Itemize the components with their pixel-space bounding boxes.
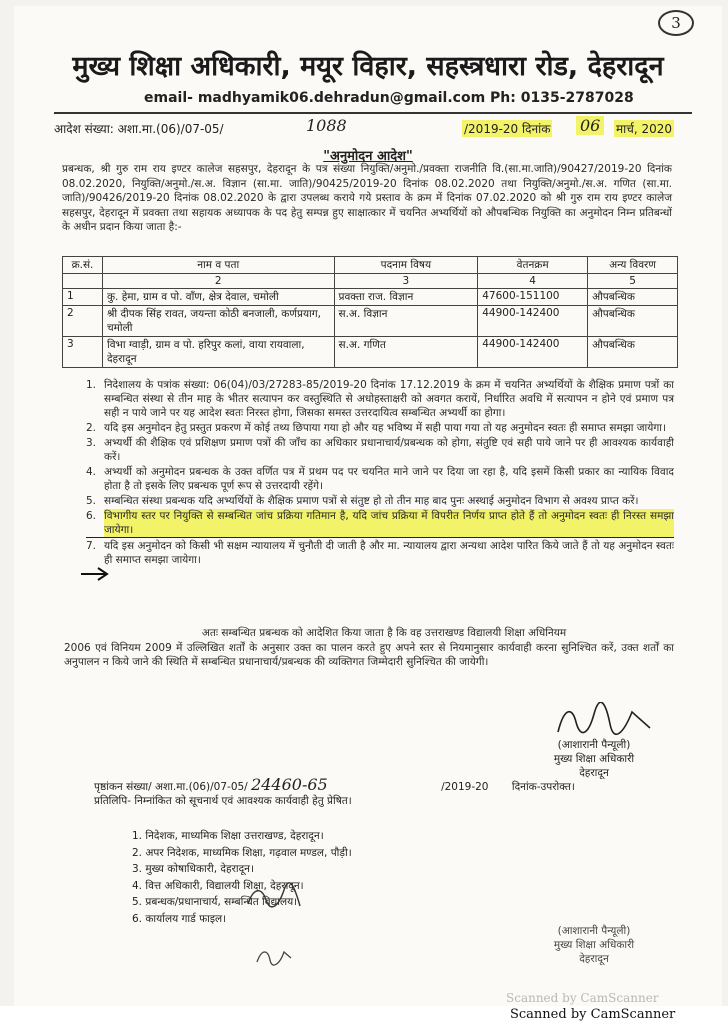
table-row — [63, 337, 678, 368]
document-page — [14, 6, 722, 1012]
appointments-table — [62, 256, 678, 368]
table-header-row — [63, 257, 678, 274]
col-number: 5 — [588, 274, 678, 289]
condition-item — [86, 378, 674, 420]
condition-number: 4. — [86, 466, 97, 478]
copies-list — [132, 828, 352, 927]
table-row — [63, 289, 678, 306]
col-number: 3 — [334, 274, 478, 289]
condition-item — [86, 494, 674, 508]
endorsement-date: दिनांक-उपरोक्त। — [511, 781, 575, 793]
signatory-name: (आशारानी पैन्यूली) — [557, 925, 631, 937]
conditions-list — [86, 378, 674, 568]
row-name: विभा ग्वाड़ी, ग्राम व पो. हरिपुर कलां, वाया रायवाला, देहरादून — [102, 337, 334, 368]
col-header-post: पदनाम विषय — [334, 257, 478, 274]
condition-text: अभ्यर्थी की शैक्षिक एवं प्रशिक्षण प्रमाण पत्रों की जाँच का अधिकार प्रधानाचार्य/प्रबन्धक को होगा, संतुष्टि एवं सही पाये जाने पर ही आवश्यक कार्यवाही करें। — [104, 437, 674, 463]
row-pay: 47600-151100 — [478, 289, 588, 306]
row-other: औपबन्धिक — [588, 289, 678, 306]
condition-text: यदि इस अनुमोदन हेतु प्रस्तुत प्रकरण में कोई तथ्य छिपाया गया हो और यह भविष्य में सही पाया गया तो यह अनुमोदन स्वतः ही समाप्त समझा जायेगा। — [104, 422, 666, 434]
condition-item-highlighted — [86, 509, 674, 538]
condition-text: अभ्यर्थी को अनुमोदन प्रबन्धक के उक्त वर्णित पत्र में प्रथम पद पर चयनित माने जाने पर दिया जा रहा है, यदि इसमें किसी प्रकार का न्यायिक विवाद होता है तो इसके लिए प्रबन्धक पूर्ण रूप से उत्तरदायी रहेंगे। — [104, 466, 674, 492]
row-pay: 44900-142400 — [478, 337, 588, 368]
list-item: 5. प्रबन्धक/प्रधानाचार्य, सम्बन्धित विद्यालय। — [132, 896, 298, 908]
order-month-year: मार्च, 2020 — [616, 122, 673, 136]
row-post: स.अ. विज्ञान — [334, 306, 478, 337]
endorsement-label: पृष्ठांकन संख्या/ अशा.मा.(06)/07-05/ — [94, 781, 248, 793]
col-number — [63, 274, 103, 289]
signatory-name: (आशारानी पैन्यूली) — [557, 739, 631, 751]
condition-item — [86, 421, 674, 435]
row-other: औपबन्धिक — [588, 337, 678, 368]
condition-item — [86, 436, 674, 464]
condition-number: 3. — [86, 437, 97, 449]
signatory-block-copy — [514, 924, 674, 966]
condition-text: विभागीय स्तर पर नियुक्ति से सम्बन्धित जांच प्रक्रिया गतिमान है, यदि जांच प्रक्रिया में विपरीत निर्णय प्राप्त होते हैं तो अनुमोदन स्वतः ही निरस्त समझा जायेगा। — [104, 510, 674, 536]
condition-number: 6. — [86, 510, 97, 522]
row-name: कु. हेमा, ग्राम व पो. वाँण, क्षेत्र देवाल, चमोली — [102, 289, 334, 306]
col-header-sn: क्र.सं. — [63, 257, 103, 274]
page-number: 3 — [658, 10, 694, 36]
closing-paragraph — [64, 626, 674, 670]
signature-icon — [244, 882, 304, 912]
row-other: औपबन्धिक — [588, 306, 678, 337]
signature-icon — [554, 702, 654, 742]
subject-heading: "अनुमोदन आदेश" — [323, 149, 413, 164]
list-item: 3. मुख्य कोषाधिकारी, देहरादून। — [132, 863, 254, 875]
scanner-footer-bar — [0, 1006, 728, 1024]
col-number: 4 — [478, 274, 588, 289]
signatory-place: देहरादून — [579, 767, 609, 779]
endorsement-block — [94, 775, 694, 808]
scanner-footer-text: Scanned by CamScanner — [510, 1007, 676, 1022]
table-row — [63, 306, 678, 337]
header-divider — [54, 112, 692, 114]
copy-to-label: प्रतिलिपि- निम्नांकित को सूचनार्थ एवं आवश्यक कार्यवाही हेतु प्रेषित। — [94, 795, 352, 807]
signatory-block — [514, 738, 674, 780]
row-sn: 1 — [63, 289, 103, 306]
order-number-handwritten: 1088 — [306, 116, 347, 135]
condition-text: निदेशालय के पत्रांक संख्या: 06(04)/03/27283-85/2019-20 दिनांक 17.12.2019 के क्रम में चयनित अभ्यर्थियों के शैक्षिक प्रमाण पत्रों का सम्बन्धित संस्था से तीन माह के भीतर सत्यापन कर वस्तुस्थिति से अधोहस्ताक्षरी को अवगत करायें, निर्धारित अवधि में सत्यापन न होने एवं प्रमाण पत्र सही न पाये जाने पर यह आदेश स्वतः निरस्त होगा, जिसका समस्त उत्तरदायित्व सम्बन्धित अभ्यर्थी का होगा। — [104, 379, 674, 419]
initials-icon — [254, 946, 294, 966]
row-name: श्री दीपक सिंह रावत, जयन्ता कोठी बनजाली, कर्णप्रयाग, चमोली — [102, 306, 334, 337]
list-item: 6. कार्यालय गार्ड फाइल। — [132, 912, 227, 925]
list-item: 1. निदेशक, माध्यमिक शिक्षा उत्तराखण्ड, देहरादून। — [132, 830, 324, 842]
order-reference — [54, 116, 694, 140]
row-sn: 3 — [63, 337, 103, 368]
handwritten-arrow-icon — [80, 564, 110, 584]
signatory-place: देहरादून — [579, 953, 609, 965]
col-header-other: अन्य विवरण — [588, 257, 678, 274]
order-day-handwritten: 06 — [576, 116, 604, 135]
order-number-label: आदेश संख्या: अशा.मा.(06)/07-05/ — [54, 122, 224, 136]
condition-number: 7. — [86, 540, 97, 552]
col-number: 2 — [102, 274, 334, 289]
scanner-watermark: Scanned by CamScanner — [506, 991, 659, 1005]
condition-number: 1. — [86, 379, 97, 391]
order-session-date: /2019-20 दिनांक — [464, 122, 551, 136]
row-post: स.अ. गणित — [334, 337, 478, 368]
office-title: मुख्य शिक्षा अधिकारी, मयूर विहार, सहस्त्रधारा रोड, देहरादून — [72, 51, 664, 82]
col-header-name: नाम व पता — [102, 257, 334, 274]
signatory-designation: मुख्य शिक्षा अधिकारी — [553, 753, 635, 765]
endorsement-session: /2019-20 — [441, 781, 489, 793]
condition-number: 5. — [86, 495, 97, 507]
signatory-designation: मुख्य शिक्षा अधिकारी — [553, 939, 635, 951]
contact-line: email- madhyamik06.dehradun@gmail.com Ph: 0135-2787028 — [144, 90, 634, 106]
condition-number: 2. — [86, 422, 97, 434]
row-post: प्रवक्ता राज. विज्ञान — [334, 289, 478, 306]
table-column-number-row — [63, 274, 678, 289]
list-item: 2. अपर निदेशक, माध्यमिक शिक्षा, गढ़वाल मण्डल, पौड़ी। — [132, 846, 352, 859]
row-pay: 44900-142400 — [478, 306, 588, 337]
intro-paragraph: प्रबन्धक, श्री गुरु राम राय इण्टर कालेज सहसपुर, देहरादून के पत्र संख्या नियुक्ति/अनुमो./प्रवक्ता राजनीति वि.(सा.मा.जाति)/90427/2019-20 दिनांक 08.02.2020, नियुक्ति/अनुमो./स.अ. विज्ञान (सा.मा. जाति)/90425/2019-20 दिनांक 08.02.2020 तथा नियुक्ति/अनुमो./स.अ. गणित (सा.मा. जाति)/90426/2019-20 दिनांक 08.02.2020 के द्वारा उपलब्ध कराये गये प्रस्ताव के क्रम में दिनांक 07.02.2020 को श्री गुरु राम राय इण्टर कालेज सहसपुर, देहरादून में प्रवक्ता तथा सहायक अध्यापक के पद हेतु सम्पन्न हुए साक्षात्कार में चयनित अभ्यर्थियों को औपबन्धिक नियुक्ति का अनुमोदन निम्न प्रतिबन्धों के अधीन प्रदान किया जाता है:- — [62, 163, 672, 234]
condition-item — [86, 539, 674, 567]
list-item: 4. वित्त अधिकारी, विद्यालयी शिक्षा, देहरादून। — [132, 879, 304, 892]
col-header-pay: वेतनक्रम — [478, 257, 588, 274]
condition-text: सम्बन्धित संस्था प्रबन्धक यदि अभ्यर्थियों के शैक्षिक प्रमाण पत्रों से संतुष्ट हो तो तीन माह बाद पुनः अस्थाई अनुमोदन विभाग से अवश्य प्राप्त करें। — [104, 495, 639, 507]
condition-text: यदि इस अनुमोदन को किसी भी सक्षम न्यायालय में चुनौती दी जाती है और मा. न्यायालय द्वारा अन्यथा आदेश पारित किये जाते हैं तो यह अनुमोदन स्वतः ही समाप्त समझा जायेगा। — [104, 540, 674, 566]
row-sn: 2 — [63, 306, 103, 337]
condition-item — [86, 465, 674, 493]
endorsement-number-handwritten: 24460-65 — [251, 775, 328, 794]
closing-line-1: अतः सम्बन्धित प्रबन्धक को आदेशित किया जाता है कि वह उत्तराखण्ड विद्यालयी शिक्षा अधिनियम — [201, 627, 567, 639]
closing-line-2: 2006 एवं विनियम 2009 में उल्लिखित शर्तों के अनुसार उक्त का पालन करते हुए अपने स्तर से नियमानुसार कार्यवाही करना सुनिश्चित करें, उक्त शर्तों का अनुपालन न किये जाने की स्थिति में सम्बन्धित प्रधानाचार्य/प्रबन्धक की व्यक्तिगत जिम्मेदारी सुनिश्चित की जायेगी। — [64, 641, 674, 668]
